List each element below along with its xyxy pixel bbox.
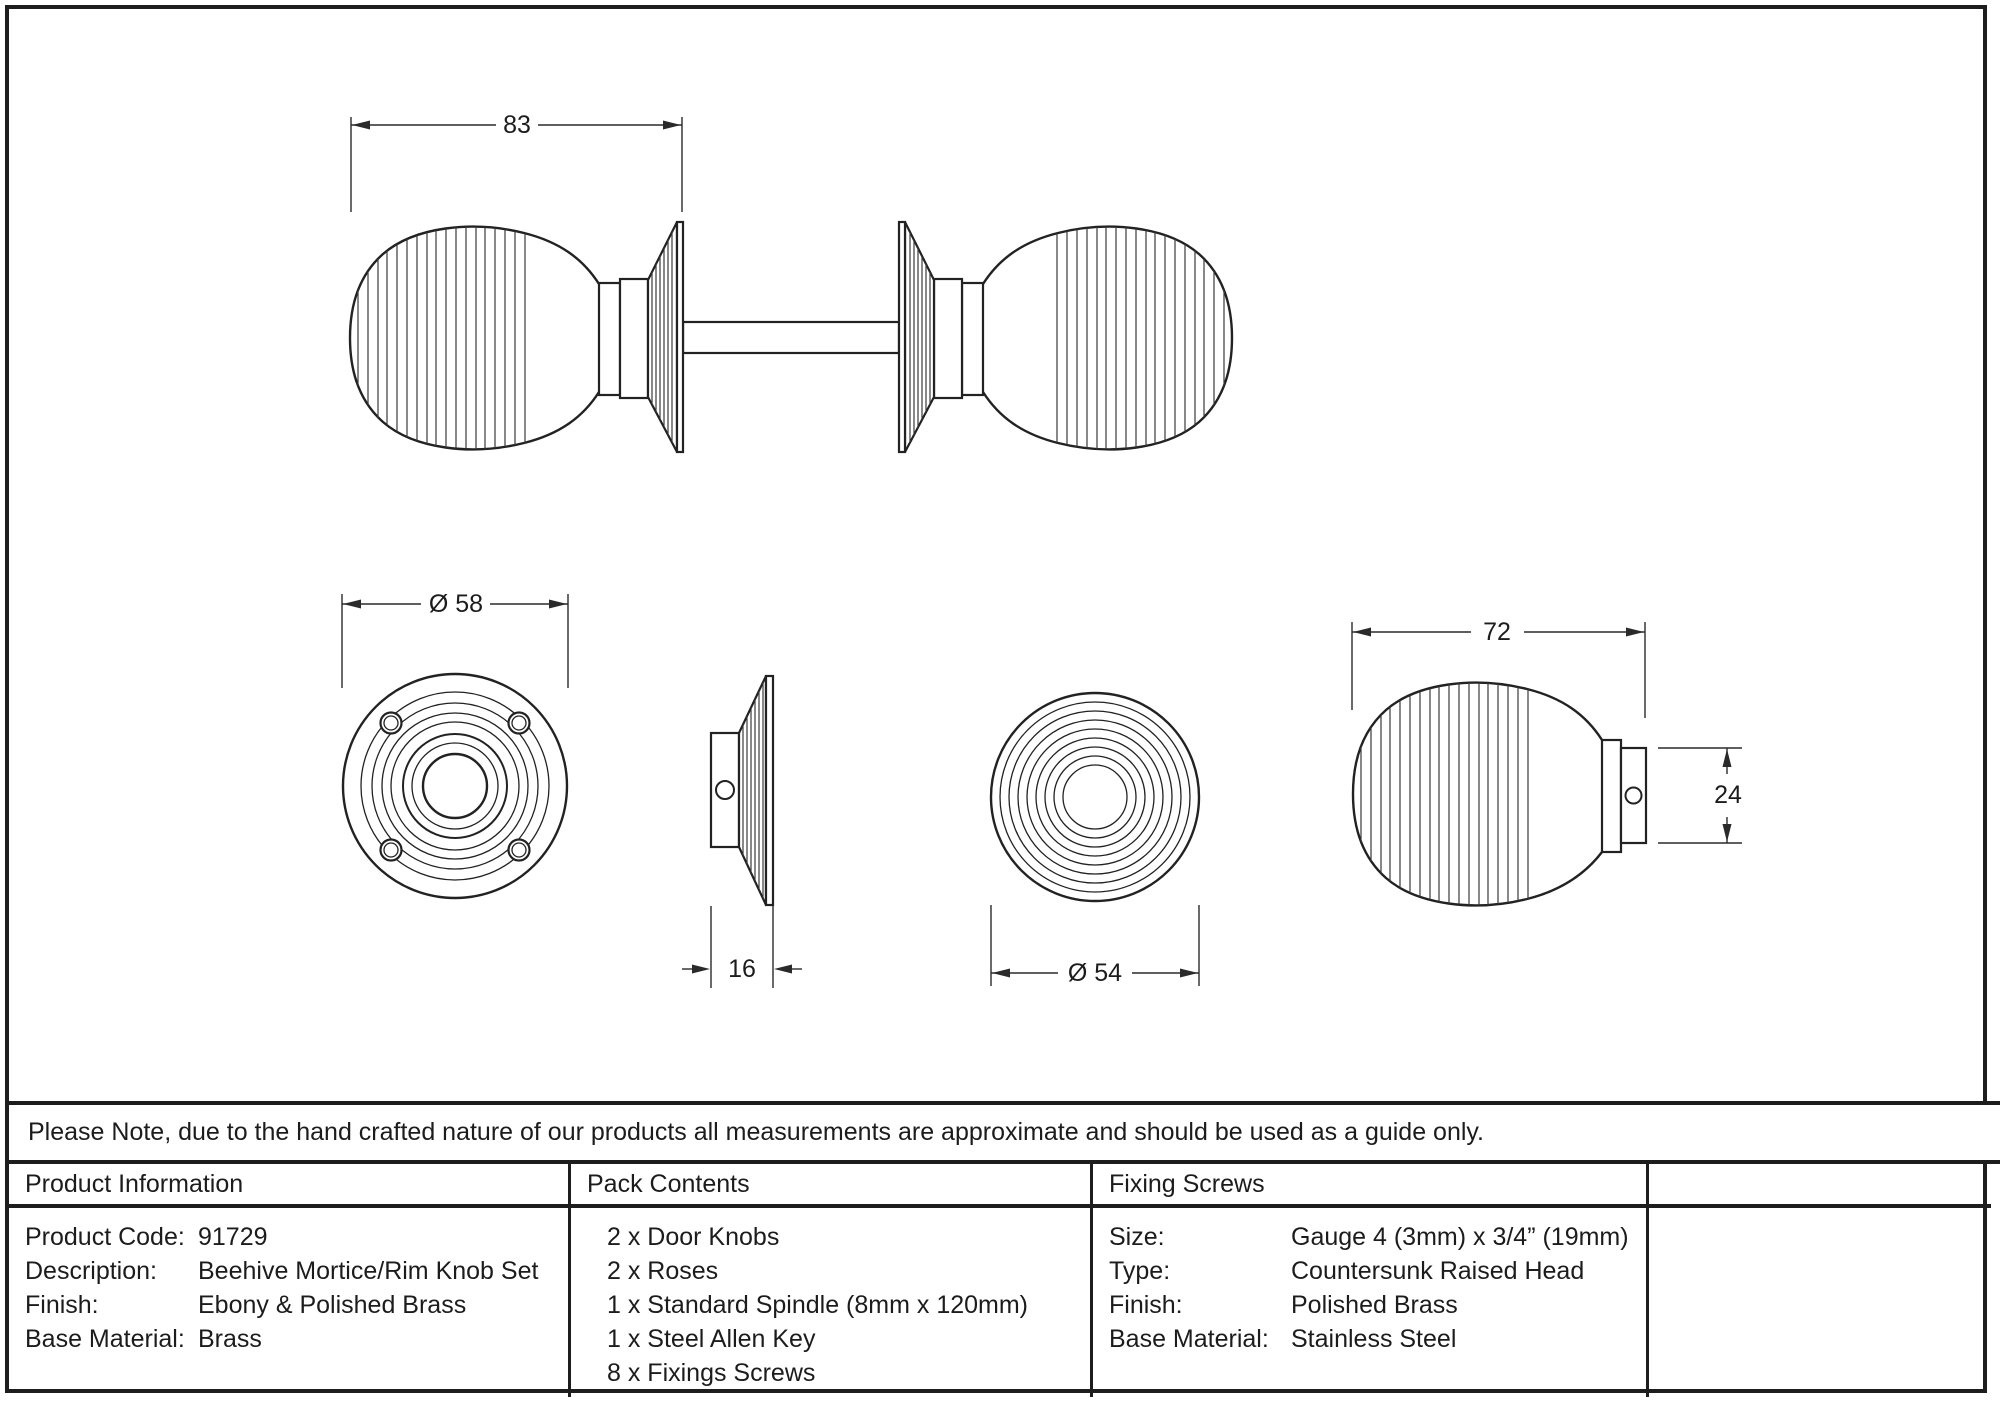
pack-item: 8 x Fixings Screws [607,1358,816,1387]
spec-table-header [9,1164,1991,1208]
rose-side-view [682,670,802,988]
header-pack-contents: Pack Contents [571,1164,1093,1204]
row-label: Finish: [1109,1290,1183,1319]
dimension-knob-face-diameter [991,905,1199,987]
row-screw-finish [1093,1288,1646,1322]
dimension-label-83: 83 [503,111,531,139]
row-value: Brass [198,1324,262,1353]
row-value: 91729 [198,1222,268,1251]
header-product-information: Product Information [9,1164,571,1204]
dimension-shank-height [1658,748,1742,843]
dimension-label-rose-depth: 16 [728,955,756,983]
dimension-label-knob-depth: 72 [1483,618,1511,646]
fixing-screws-cell [1093,1208,1649,1397]
pack-item: 1 x Standard Spindle (8mm x 120mm) [607,1290,1029,1319]
row-label: Size: [1109,1222,1165,1251]
row-value: Countersunk Raised Head [1291,1256,1585,1285]
dimension-label-shank-height: 24 [1714,781,1742,809]
row-value: Polished Brass [1291,1290,1458,1319]
row-base-material [9,1322,568,1356]
row-value: Beehive Mortice/Rim Knob Set [198,1256,539,1285]
dimension-label-rose-diameter: Ø 58 [428,590,484,618]
header-empty [1649,1164,1991,1204]
dimension-label-knob-face-diameter: Ø 54 [1067,959,1123,987]
rose-face-edge [677,222,683,452]
rose-front-view [342,590,568,898]
knob-front-view [991,693,1199,987]
knob-shank [620,279,648,398]
rose-face-edge [766,676,773,905]
row-size [1093,1220,1646,1254]
row-label: Finish: [25,1290,99,1319]
spec-table-body [9,1208,1991,1397]
row-product-code [9,1220,568,1254]
spindle-hole [423,754,487,818]
spindle-bar [683,322,899,353]
knob-collar [599,283,620,395]
row-screw-base-material [1093,1322,1646,1356]
row-label: Base Material: [1109,1324,1269,1353]
row-value: Ebony & Polished Brass [198,1290,467,1319]
row-description [9,1254,568,1288]
dimension-rose-depth [682,906,802,988]
row-label: Product Code: [25,1222,185,1251]
row-finish [9,1288,568,1322]
row-value: Stainless Steel [1291,1324,1457,1353]
row-label: Description: [25,1256,157,1285]
empty-cell [1649,1208,1991,1397]
knob-collar [1602,740,1621,852]
assembly-left-half [350,210,683,470]
row-label: Type: [1109,1256,1171,1285]
spec-table [9,1164,1991,1397]
header-fixing-screws: Fixing Screws [1093,1164,1649,1204]
measurement-note-row [9,1101,2000,1164]
row-type [1093,1254,1646,1288]
measurement-note-text: Please Note, due to the hand crafted nature of our products all measurements are approximate and should be used as a guide only. [28,1118,1485,1146]
pack-item: 2 x Roses [607,1256,719,1285]
row-value: Gauge 4 (3mm) x 3/4” (19mm) [1291,1222,1629,1251]
knob-set-assembly-side-view [350,111,1232,470]
assembly-right-half [899,210,1232,470]
pack-item: 2 x Door Knobs [607,1222,780,1251]
row-label: Base Material: [25,1324,185,1353]
knob-side-view [1352,618,1742,928]
product-information-cell [9,1208,571,1397]
pack-item: 1 x Steel Allen Key [607,1324,816,1353]
dimension-assembly-width [351,111,682,212]
pack-contents-cell [571,1208,1093,1397]
